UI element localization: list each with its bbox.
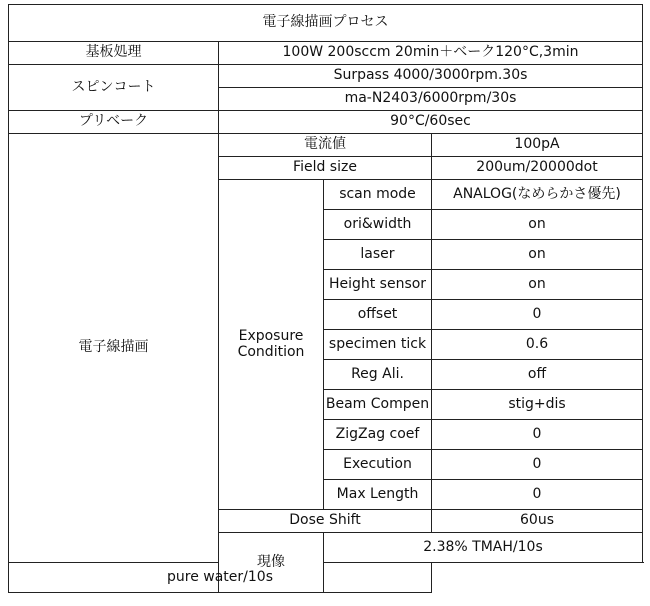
current-row [9,134,643,157]
param-label: ori&width [324,210,432,240]
exposure-condition-label [219,180,324,510]
prebake-label: プリベーク [9,111,219,134]
title-row [9,5,643,42]
param-value: on [432,240,643,270]
current-label: 電流値 [219,134,432,157]
param-value: 0 [432,420,643,450]
param-value: 0.6 [432,330,643,360]
substrate-row [9,42,643,65]
param-label: specimen tick [324,330,432,360]
substrate-value: 100W 200sccm 20min＋ベーク120°C,3min [219,42,643,65]
substrate-label: 基板処理 [9,42,219,65]
table-title: 電子線描画プロセス [9,5,643,42]
spin-coat-row-1 [9,65,643,88]
param-value: off [432,360,643,390]
param-value: on [432,270,643,300]
param-label: Reg Ali. [324,360,432,390]
param-label: scan mode [324,180,432,210]
process-table [8,4,643,593]
param-label: Execution [324,450,432,480]
field-size-value: 200um/20000dot [432,157,643,180]
dose-shift-value: 60us [432,510,643,533]
param-label: Beam Compen [324,390,432,420]
dose-shift-label: Dose Shift [219,510,432,533]
prebake-row [9,111,643,134]
exposure-label-line2: Condition [237,343,305,360]
param-label: offset [324,300,432,330]
param-value: ANALOG(なめらかさ優先) [432,180,643,210]
spin-coat-value-1: Surpass 4000/3000rpm.30s [219,65,643,88]
param-label: laser [324,240,432,270]
param-value: stig+dis [432,390,643,420]
param-label: ZigZag coef [324,420,432,450]
param-label: Max Length [324,480,432,510]
param-label: Height sensor [324,270,432,300]
param-value: 0 [432,480,643,510]
field-size-label: Field size [219,157,432,180]
development-value-2: pure water/10s [9,563,432,593]
spin-coat-label: スピンコート [9,65,219,111]
development-label: 現像 [219,533,324,593]
exposure-label-line1: Exposure [238,328,304,345]
current-value: 100pA [432,134,643,157]
param-value: 0 [432,300,643,330]
param-value: 0 [432,450,643,480]
development-row-2 [9,563,643,593]
ebl-label: 電子線描画 [9,134,219,563]
spin-coat-value-2: ma-N2403/6000rpm/30s [219,88,643,111]
param-value: on [432,210,643,240]
development-value-1: 2.38% TMAH/10s [324,533,643,563]
prebake-value: 90°C/60sec [219,111,643,134]
